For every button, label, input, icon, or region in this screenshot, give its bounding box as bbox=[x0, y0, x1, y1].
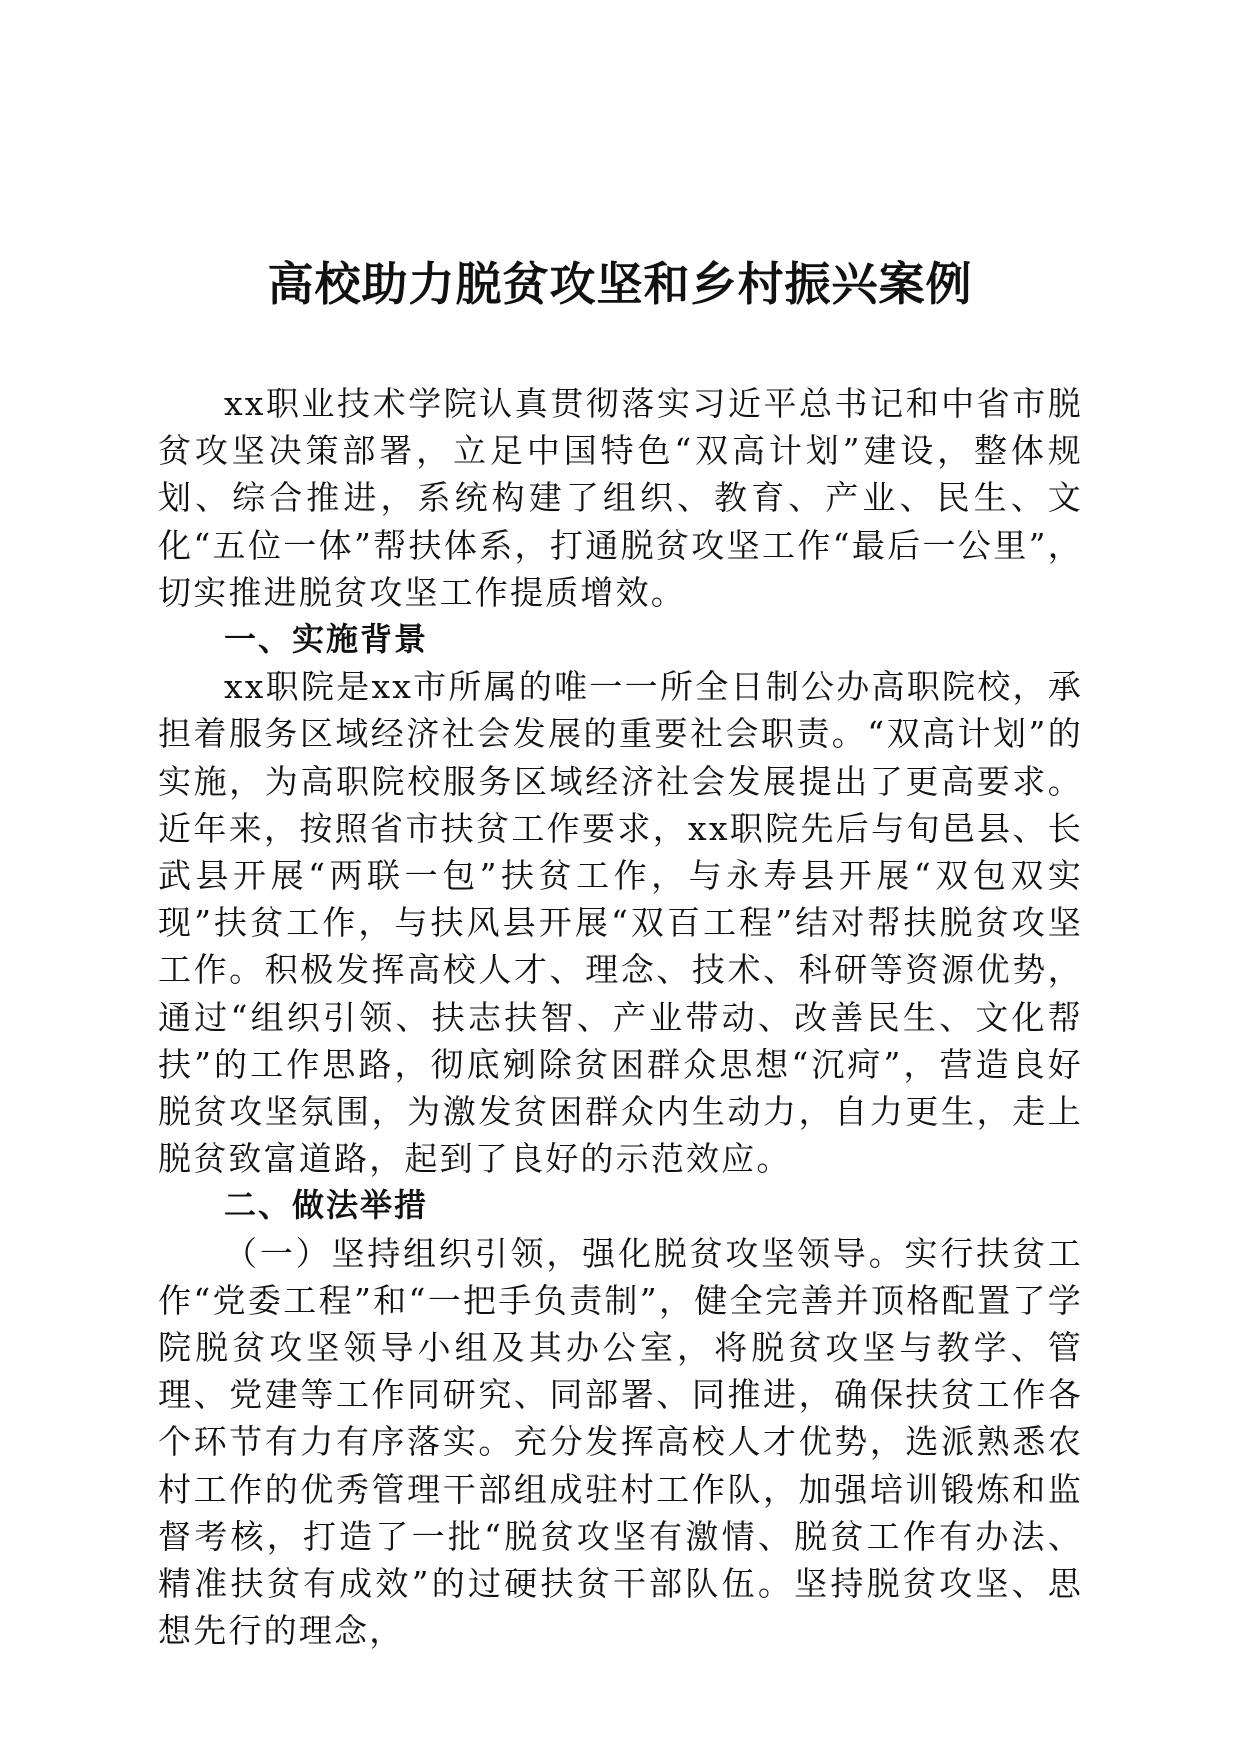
section-heading-background: 一、实施背景 bbox=[224, 620, 429, 659]
section-paragraph-measures: （一）坚持组织引领，强化脱贫攻坚领导。实行扶贫工作“党委工程”和“一把手负责制”，健全完善并顶格配置了学院脱贫攻坚领导小组及其办公室，将脱贫攻坚与教学、管理、党建等工作同研究、同部署、同推进，确保扶贫工作各个环节有力有序落实。充分发挥高校人才优势，选派熟悉农村工作的优秀管理干部组成驻村工作队，加强培训锻炼和监督考核，打造了一批“脱贫攻坚有激情、脱贫工作有办法、精准扶贫有成效”的过硬扶贫干部队伍。坚持脱贫攻坚、思想先行的理念， bbox=[158, 1233, 1083, 1651]
section-heading-measures: 二、做法举措 bbox=[224, 1186, 429, 1225]
document-title: 高校助力脱贫攻坚和乡村振兴案例 bbox=[267, 257, 973, 311]
section-paragraph-background: xx职院是xx市所属的唯一一所全日制公办高职院校，承担着服务区域经济社会发展的重要社会职责。“双高计划”的实施，为高职院校服务区域经济社会发展提出了更高要求。近年来，按照省市扶贫工作要求，xx职院先后与旬邑县、长武县开展“两联一包”扶贫工作，与永寿县开展“双包双实现”扶贫工作，与扶风县开展“双百工程”结对帮扶脱贫攻坚工作。积极发挥高校人才、理念、技术、科研等资源优势，通过“组织引领、扶志扶智、产业带动、改善民生、文化帮扶”的工作思路，彻底剜除贫困群众思想“沉疴”，营造良好脱贫攻坚氛围，为激发贫困群众内生动力，自力更生，走上脱贫致富道路，起到了良好的示范效应。 bbox=[158, 667, 1083, 1179]
intro-paragraph: xx职业技术学院认真贯彻落实习近平总书记和中省市脱贫攻坚决策部署，立足中国特色“双高计划”建设，整体规划、综合推进，系统构建了组织、教育、产业、民生、文化“五位一体”帮扶体系，打通脱贫攻坚工作“最后一公里”，切实推进脱贫攻坚工作提质增效。 bbox=[158, 384, 1083, 612]
document-body bbox=[158, 380, 1083, 1654]
